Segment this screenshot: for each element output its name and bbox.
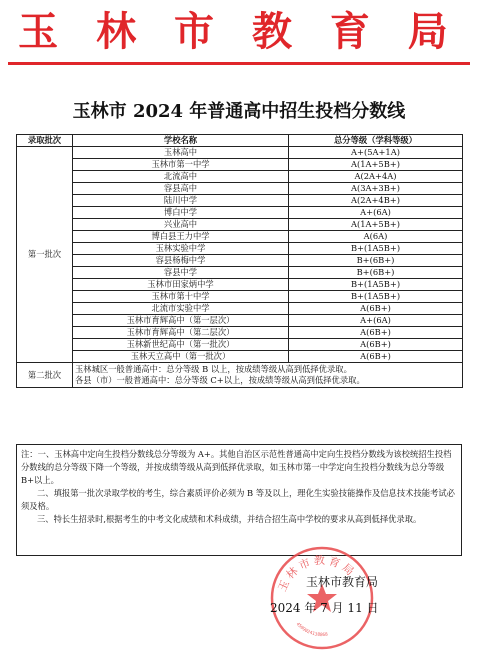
letterhead-red-line bbox=[8, 62, 470, 65]
bureau-name: 玉 林 市 教 育 局 bbox=[18, 8, 460, 55]
table-row bbox=[17, 183, 463, 195]
score-cell: B+(1A5B+) bbox=[289, 291, 463, 303]
table-row bbox=[17, 327, 463, 339]
school-name-cell: 北流市实验中学 bbox=[73, 303, 289, 315]
official-seal-icon bbox=[268, 544, 379, 652]
score-cell: A+(6A) bbox=[289, 315, 463, 327]
first-batch-label: 第一批次 bbox=[17, 147, 73, 363]
table-row bbox=[17, 279, 463, 291]
header-school: 学校名称 bbox=[73, 135, 289, 147]
second-batch-rules bbox=[73, 363, 463, 388]
school-name-cell: 玉林新世纪高中（第一批次） bbox=[73, 339, 289, 351]
school-name-cell: 陆川中学 bbox=[73, 195, 289, 207]
table-row bbox=[17, 207, 463, 219]
table-header-row bbox=[17, 135, 463, 147]
score-cell: A(6B+) bbox=[289, 339, 463, 351]
table-row bbox=[17, 195, 463, 207]
school-name-cell: 玉林实验中学 bbox=[73, 243, 289, 255]
svg-text:4509024138868 bbox=[295, 621, 329, 638]
header-score: 总分等级（学科等级） bbox=[289, 135, 463, 147]
score-cell: A(1A+5B+) bbox=[289, 219, 463, 231]
school-name-cell: 玉林天立高中（第一批次） bbox=[73, 351, 289, 363]
score-cell: A+(6A) bbox=[289, 207, 463, 219]
score-cell: B+(1A5B+) bbox=[289, 243, 463, 255]
second-batch-line: 玉林城区一般普通高中：总分等级 B 以上，按成绩等级从高到低择优录取。 bbox=[75, 364, 352, 374]
school-name-cell: 容县中学 bbox=[73, 267, 289, 279]
score-cell: A(3A+3B+) bbox=[289, 183, 463, 195]
school-name-cell: 玉林市育辉高中（第一层次） bbox=[73, 315, 289, 327]
table-row bbox=[17, 243, 463, 255]
school-name-cell: 北流高中 bbox=[73, 171, 289, 183]
table-row bbox=[17, 255, 463, 267]
signature-date: 2024 年 7 月 11 日 bbox=[270, 601, 379, 615]
score-cell: A(1A+5B+) bbox=[289, 159, 463, 171]
header-batch: 录取批次 bbox=[17, 135, 73, 147]
table-row bbox=[17, 291, 463, 303]
document-title: 玉林市 2024 年普通高中招生投档分数线 bbox=[72, 101, 406, 122]
table-row bbox=[17, 219, 463, 231]
school-name-cell: 容县杨梅中学 bbox=[73, 255, 289, 267]
table-row bbox=[17, 339, 463, 351]
table-row bbox=[17, 159, 463, 171]
school-name-cell: 兴业高中 bbox=[73, 219, 289, 231]
score-cell: A(6B+) bbox=[289, 327, 463, 339]
school-name-cell: 玉林市田家炳中学 bbox=[73, 279, 289, 291]
score-cell: B+(6B+) bbox=[289, 267, 463, 279]
table-row bbox=[17, 147, 463, 159]
school-name-cell: 容县高中 bbox=[73, 183, 289, 195]
notes-box bbox=[16, 444, 462, 556]
table-row bbox=[17, 231, 463, 243]
table-row bbox=[17, 303, 463, 315]
score-cell: B+(6B+) bbox=[289, 255, 463, 267]
school-name-cell: 玉林市育辉高中（第二层次） bbox=[73, 327, 289, 339]
second-batch-label: 第二批次 bbox=[17, 363, 73, 388]
table-row bbox=[17, 351, 463, 363]
school-name-cell: 玉林高中 bbox=[73, 147, 289, 159]
score-cell: B+(1A5B+) bbox=[289, 279, 463, 291]
second-batch-line: 各县（市）一般普通高中：总分等级 C+以上，按成绩等级从高到低择优录取。 bbox=[75, 375, 365, 385]
note-1: 注：一、玉林高中定向生投档分数线总分等级为 A+。其他自治区示范性普通高中定向生投档分数线为该校统招生投档分数线的总分等级下降一个等级，并按成绩等级从高到低择优录取，如玉林市第一中学定向生投档分数线为总分等级 B+以上。 bbox=[21, 449, 452, 485]
signature-block bbox=[250, 553, 440, 644]
seal-number: 4509024138868 bbox=[294, 622, 329, 639]
score-cell: A(6B+) bbox=[289, 351, 463, 363]
school-name-cell: 博白中学 bbox=[73, 207, 289, 219]
score-cell: A(2A+4B+) bbox=[289, 195, 463, 207]
school-name-cell: 玉林市第一中学 bbox=[73, 159, 289, 171]
score-cell: A(6B+) bbox=[289, 303, 463, 315]
score-cell: A(2A+4A) bbox=[289, 171, 463, 183]
table-row bbox=[17, 315, 463, 327]
note-2: 二、填报第一批次录取学校的考生，综合素质评价必须为 B 等及以上，理化生实验技能操作及信息技术技能考试必须及格。 bbox=[21, 488, 455, 511]
seal-text: 玉林市教育局 bbox=[275, 553, 359, 594]
table-row bbox=[17, 267, 463, 279]
signature-org: 玉林市教育局 bbox=[306, 575, 379, 589]
letterhead bbox=[0, 0, 478, 78]
school-name-cell: 玉林市第十中学 bbox=[73, 291, 289, 303]
score-table bbox=[16, 134, 463, 388]
score-cell: A(6A) bbox=[289, 231, 463, 243]
note-3: 三、特长生招录时,根据考生的中考文化成绩和术科成绩，并结合招生高中学校的要求从高到低择优录取。 bbox=[37, 514, 422, 524]
second-batch-row bbox=[17, 363, 463, 388]
school-name-cell: 博白县王力中学 bbox=[73, 231, 289, 243]
score-cell: A+(5A+1A) bbox=[289, 147, 463, 159]
table-row bbox=[17, 171, 463, 183]
